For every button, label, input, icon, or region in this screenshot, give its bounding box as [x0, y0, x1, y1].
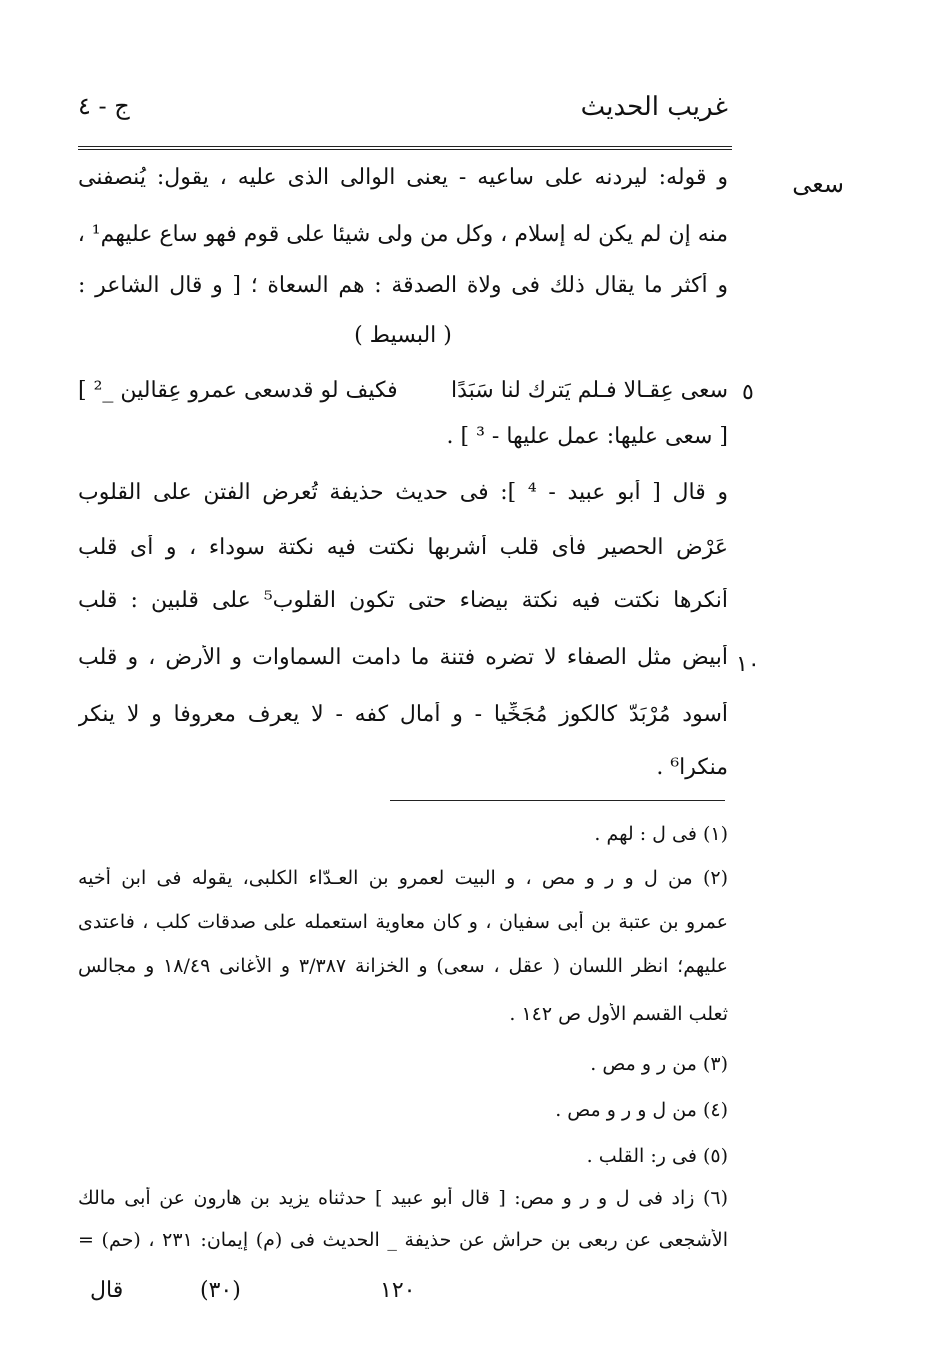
verse-hemistich-second: فكيف لو قدسعى عمرو عِقالين _² ] [78, 378, 398, 403]
verse-hemistich-first: سعى عِقـالا فـلم يَترك لنا سَبَدًا [451, 378, 728, 403]
text-line: و قوله: ليردنه على ساعيه - يعنى الوالى الذى عليه ، يقول: يُنصفنى [78, 165, 728, 190]
footnote-line: (٢) من ل و ر و مص ، و البيت لعمرو بن العـدّاء الكلبى، يقوله فى ابن أخيه [78, 867, 728, 889]
margin-keyword: سعى [792, 170, 844, 198]
catchword: قال [90, 1278, 124, 1303]
running-title: غريب الحديث [580, 92, 728, 122]
text-line: و قال [ أبو عبيد - ⁴ ]: فى حديث حذيفة تُعرض الفتن على القلوب [78, 480, 728, 505]
text-line: عَرْض الحصير فأى قلب أشربها نكتت فيه نكتة سوداء ، و أى قلب [78, 535, 728, 560]
line-number-10: ١٠ [736, 652, 760, 677]
footnote-line: (١) فى ل : لهم . [594, 823, 728, 845]
text-line: و أكثر ما يقال ذلك فى ولاة الصدقة : هم السعاة ؛ [ و قال الشاعر : [78, 273, 728, 298]
verse-gloss: [ سعى عليها: عمل عليها - ³ ] . [446, 424, 728, 449]
page-number: ١٢٠ [380, 1278, 416, 1303]
page-header [78, 92, 728, 132]
footnote-line: عمرو بن عتبة بن أبى سفيان ، و كان معاوية استعمله على صدقات كلب ، فاعتدى [78, 911, 728, 933]
file-number: (٣٠) [200, 1278, 241, 1303]
footnote-line: عليهم؛ انظر اللسان ( عقل ، سعى) و الخزانة ٣/٣٨٧ و الأغانى ١٨/٤٩ و مجالس [78, 955, 728, 977]
volume-label: ج - ٤ [78, 92, 130, 120]
footnote-line: (٤) من ل و ر و مص . [555, 1099, 728, 1121]
footnote-line: ثعلب القسم الأول ص ١٤٢ . [509, 1003, 728, 1025]
footnote-rule [390, 800, 725, 801]
footnote-line: (٥) فى ر: القلب . [586, 1145, 728, 1167]
footnote-line: (٣) من ر و مص . [590, 1053, 728, 1075]
text-line: أسود مُرْبَدّ كالكوز مُجَخِّيا - و أمال كفه - لا يعرف معروفا و لا ينكر [78, 702, 728, 727]
text-line: منكرا⁶ . [656, 755, 728, 780]
footnote-line: الأشجعى عن ربعى بن حراش عن حذيفة _ الحديث فى (م) إيمان: ٢٣١ ، (حم) = [78, 1229, 728, 1251]
text-line: أبيض مثل الصفاء لا تضره فتنة ما دامت السماوات و الأرض ، و قلب [78, 645, 728, 670]
header-rule [78, 146, 732, 150]
page-footer [80, 1278, 730, 1318]
text-line: منه إن لم يكن له إسلام ، وكل من ولى شيئا على قوم فهو ساع عليهم¹ ، [78, 222, 728, 247]
footnote-line: (٦) زاد فى ل و ر و مص: [ قال أبو عبيد ] حدثناه يزيد بن هارون عن أبى مالك [78, 1187, 728, 1209]
meter-label: ( البسيط ) [354, 323, 452, 348]
text-line: أنكرها نكتت فيه نكتة بيضاء حتى تكون القلوب⁵ على قلبين : قلب [78, 588, 728, 613]
line-number-5: ٥ [742, 380, 754, 405]
